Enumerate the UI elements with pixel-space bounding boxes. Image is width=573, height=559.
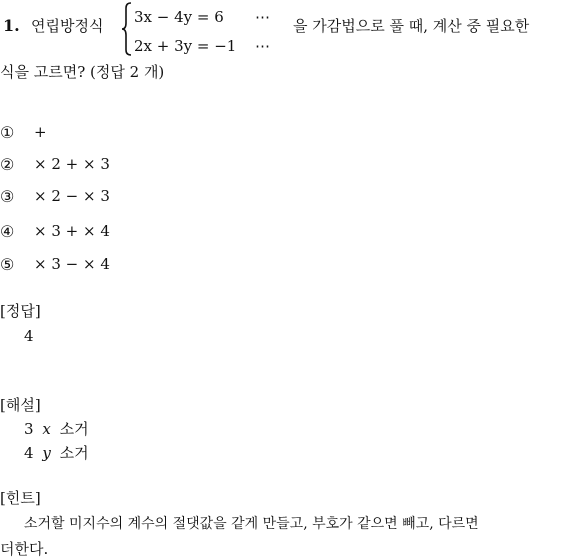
question-suffix: 을 가감법으로 풀 때, 계산 중 필요한 <box>293 17 530 35</box>
system-brace <box>122 2 132 56</box>
explanation-line-2 <box>24 442 89 463</box>
equation-1: 3x − 4y = 6 <box>134 8 224 26</box>
choice-3-text: × 2 − × 3 <box>34 187 110 205</box>
choice-4-text: × 3 + × 4 <box>34 222 110 240</box>
choice-3-mark: ③ <box>0 187 15 206</box>
equation-1-tag: ⋯ <box>255 8 270 26</box>
equation-2-tag: ⋯ <box>255 37 270 55</box>
choice-4-mark: ④ <box>0 222 15 241</box>
explanation-line-1-word: 소거 <box>59 420 89 438</box>
choice-5-text: × 3 − × 4 <box>34 255 110 273</box>
hint-line-2: 더한다. <box>0 540 49 558</box>
explanation-line-1-num: 3 <box>24 420 34 438</box>
hint-label: [힌트] <box>0 489 41 507</box>
choice-1-text: + <box>34 123 47 141</box>
explanation-line-2-num: 4 <box>24 444 34 462</box>
explanation-label: [해설] <box>0 396 41 414</box>
choice-2-text: × 2 + × 3 <box>34 155 110 173</box>
question-prefix: 연립방정식 <box>31 17 104 35</box>
explanation-line-1 <box>24 418 89 439</box>
equation-2: 2x + 3y = −1 <box>134 37 237 55</box>
hint-line-1: 소거할 미지수의 계수의 절댓값을 같게 만들고, 부호가 같으면 빼고, 다르면 <box>24 516 479 532</box>
answer-label: [정답] <box>0 302 41 320</box>
explanation-line-2-var: y <box>42 444 51 462</box>
explanation-line-1-var: x <box>42 420 51 438</box>
answer-value: 4 <box>24 327 34 345</box>
question-line-2: 식을 고르면? (정답 2 개) <box>0 63 165 81</box>
question-number: 1. <box>3 16 20 35</box>
choice-1-mark: ① <box>0 123 15 142</box>
choice-5-mark: ⑤ <box>0 255 15 274</box>
explanation-line-2-word: 소거 <box>59 444 89 462</box>
choice-2-mark: ② <box>0 155 15 174</box>
